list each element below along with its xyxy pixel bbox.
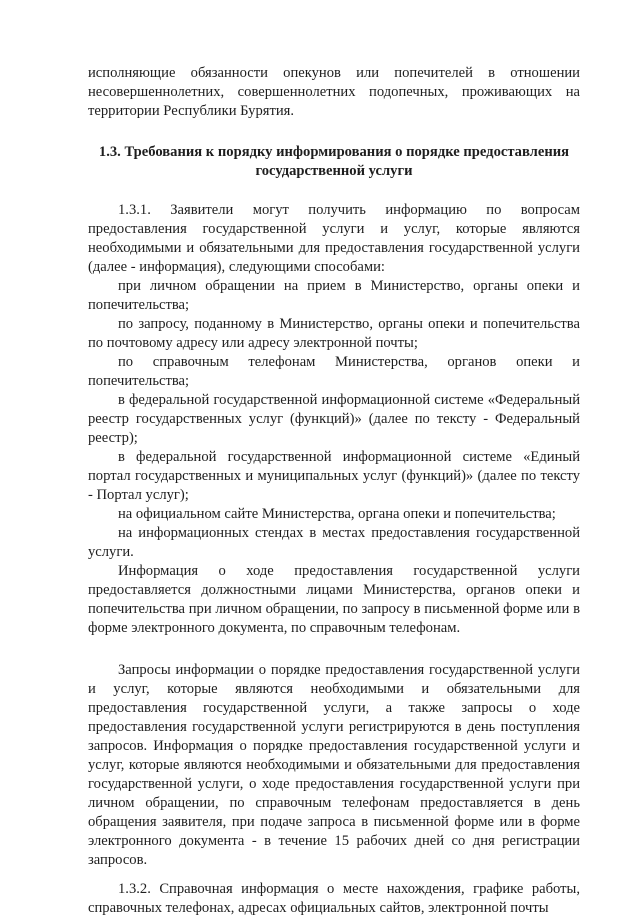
section-heading: 1.3. Требования к порядку информирования о порядке предоставления государственной услуги bbox=[98, 144, 570, 179]
list-item: в федеральной государственной информационной системе «Федеральный реестр государственных услуг (функций)» (далее по тексту - Федеральный реестр); bbox=[88, 392, 580, 446]
list-item: в федеральной государственной информационной системе «Единый портал государственных и муниципальных услуг (функций)» (далее по тексту - Портал услуг); bbox=[88, 449, 580, 503]
list-item: по справочным телефонам Министерства, органов опеки и попечительства; bbox=[88, 354, 580, 389]
paragraph-1-3-1: 1.3.1. Заявители могут получить информацию по вопросам предоставления государственной услуги и услуг, которые являются необходимыми и обязательными для предоставления государственной услуги (далее - информация), следующими способами: bbox=[88, 202, 580, 275]
requests-paragraph: Запросы информации о порядке предоставления государственной услуги и услуг, которые являются необходимыми и обязательными для предоставления государственной услуги, а также запросы о ходе предоставления государственной услуги регистрируются в день поступления запросов. Информация о порядке предоставления государственной услуги и услуг, которые являются необходимыми и обязательными для предоставления государственной услуги, о ходе предоставления государственной услуги при личном обращении, по справочным телефонам предоставляется в день обращения заявителя, при подаче запроса в письменной форме или в форме электронного документа - в течение 15 рабочих дней со дня регистрации запросов. bbox=[88, 662, 580, 868]
list-item: при личном обращении на прием в Министерство, органы опеки и попечительства; bbox=[88, 278, 580, 313]
document-page bbox=[88, 64, 580, 918]
list-item: на информационных стендах в местах предоставления государственной услуги. bbox=[88, 525, 580, 560]
intro-paragraph: исполняющие обязанности опекунов или попечителей в отношении несовершеннолетних, совершеннолетних подопечных, проживающих на территории Республики Бурятия. bbox=[88, 65, 580, 119]
list-item: по запросу, поданному в Министерство, органы опеки и попечительства по почтовому адресу или адресу электронной почты; bbox=[88, 316, 580, 351]
info-paragraph: Информация о ходе предоставления государственной услуги предоставляется должностными лицами Министерства, органов опеки и попечительства при личном обращении, по запросу в письменной форме или в форме электронного документа, по справочным телефонам. bbox=[88, 563, 580, 636]
paragraph-1-3-2: 1.3.2. Справочная информация о месте нахождения, графике работы, справочных телефонах, адресах официальных сайтов, электронной почты bbox=[88, 881, 580, 916]
list-item: на официальном сайте Министерства, органа опеки и попечительства; bbox=[118, 506, 556, 522]
